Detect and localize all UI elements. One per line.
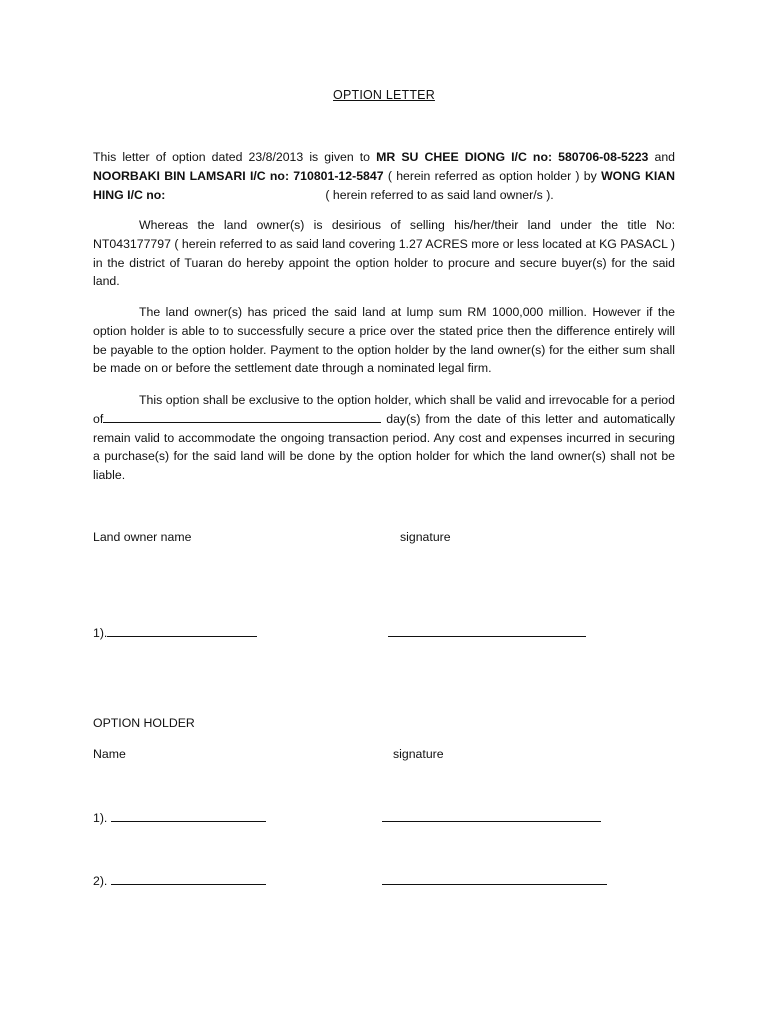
option-holder-signature-label: signature (393, 747, 444, 761)
price-paragraph: The land owner(s) has priced the said land at lump sum RM 1000,000 million. However if the option holder is able to to successfully secure a price over the stated price then the difference entirely will be payable to the option holder. Payment to the option holder by the land owner(s) for the either sum shall be made on or before the settlement date through a nominated legal firm. (93, 305, 675, 376)
land-owner-name-label: Land owner name (93, 530, 192, 544)
option-holder-heading: OPTION HOLDER (93, 716, 195, 730)
exclusivity-paragraph: This option shall be exclusive to the option holder, which shall be valid and irrevocable for a period of day(s) from the date of this letter and automatically remain valid to accommodate the ongoing transaction period. Any cost and expenses incurred in securing a purchase(s) for the said land will be done by the option holder for which the land owner(s) shall not be liable. (93, 393, 675, 483)
whereas-paragraph: Whereas the land owner(s) is desirious of selling his/her/their land under the title No: NT043177797 ( herein referred to as said land covering 1.27 ACRES more or less located at KG PASACL ) in the district of Tuaran do hereby appoint the option holder to procure and secure buyer(s) for the said land. (93, 218, 675, 289)
option-holder-signature-blank-1[interactable] (382, 809, 601, 822)
option-holder-row-2: 2). (93, 872, 266, 888)
option-holder-name-label: Name (93, 747, 126, 761)
land-owner-signature-row-1 (388, 624, 586, 640)
intro-paragraph: This letter of option dated 23/8/2013 is given to MR SU CHEE DIONG I/C no: 580706-08-5223 and NOORBAKI BIN LAMSARI I/C no: 710801-12-5847 ( herein referred as option holder ) by WONG KIAN HING I/C no: ( herein referred to as said land owner/s ). (93, 150, 676, 202)
land-owner-name-blank[interactable] (107, 624, 257, 637)
page-title: OPTION LETTER (333, 88, 435, 102)
land-owner-signature-blank[interactable] (388, 624, 586, 637)
option-holder-signature-row-2 (382, 872, 607, 888)
land-owner-row-1: 1). (93, 624, 257, 640)
option-holder-signature-blank-2[interactable] (382, 872, 607, 885)
option-holder-signature-row-1 (382, 809, 601, 825)
land-owner-signature-label: signature (400, 530, 451, 544)
option-holder-name-blank-1[interactable] (111, 809, 266, 822)
option-holder-row-1: 1). (93, 809, 266, 825)
option-holder-name-blank-2[interactable] (111, 872, 266, 885)
period-blank[interactable] (103, 410, 381, 423)
